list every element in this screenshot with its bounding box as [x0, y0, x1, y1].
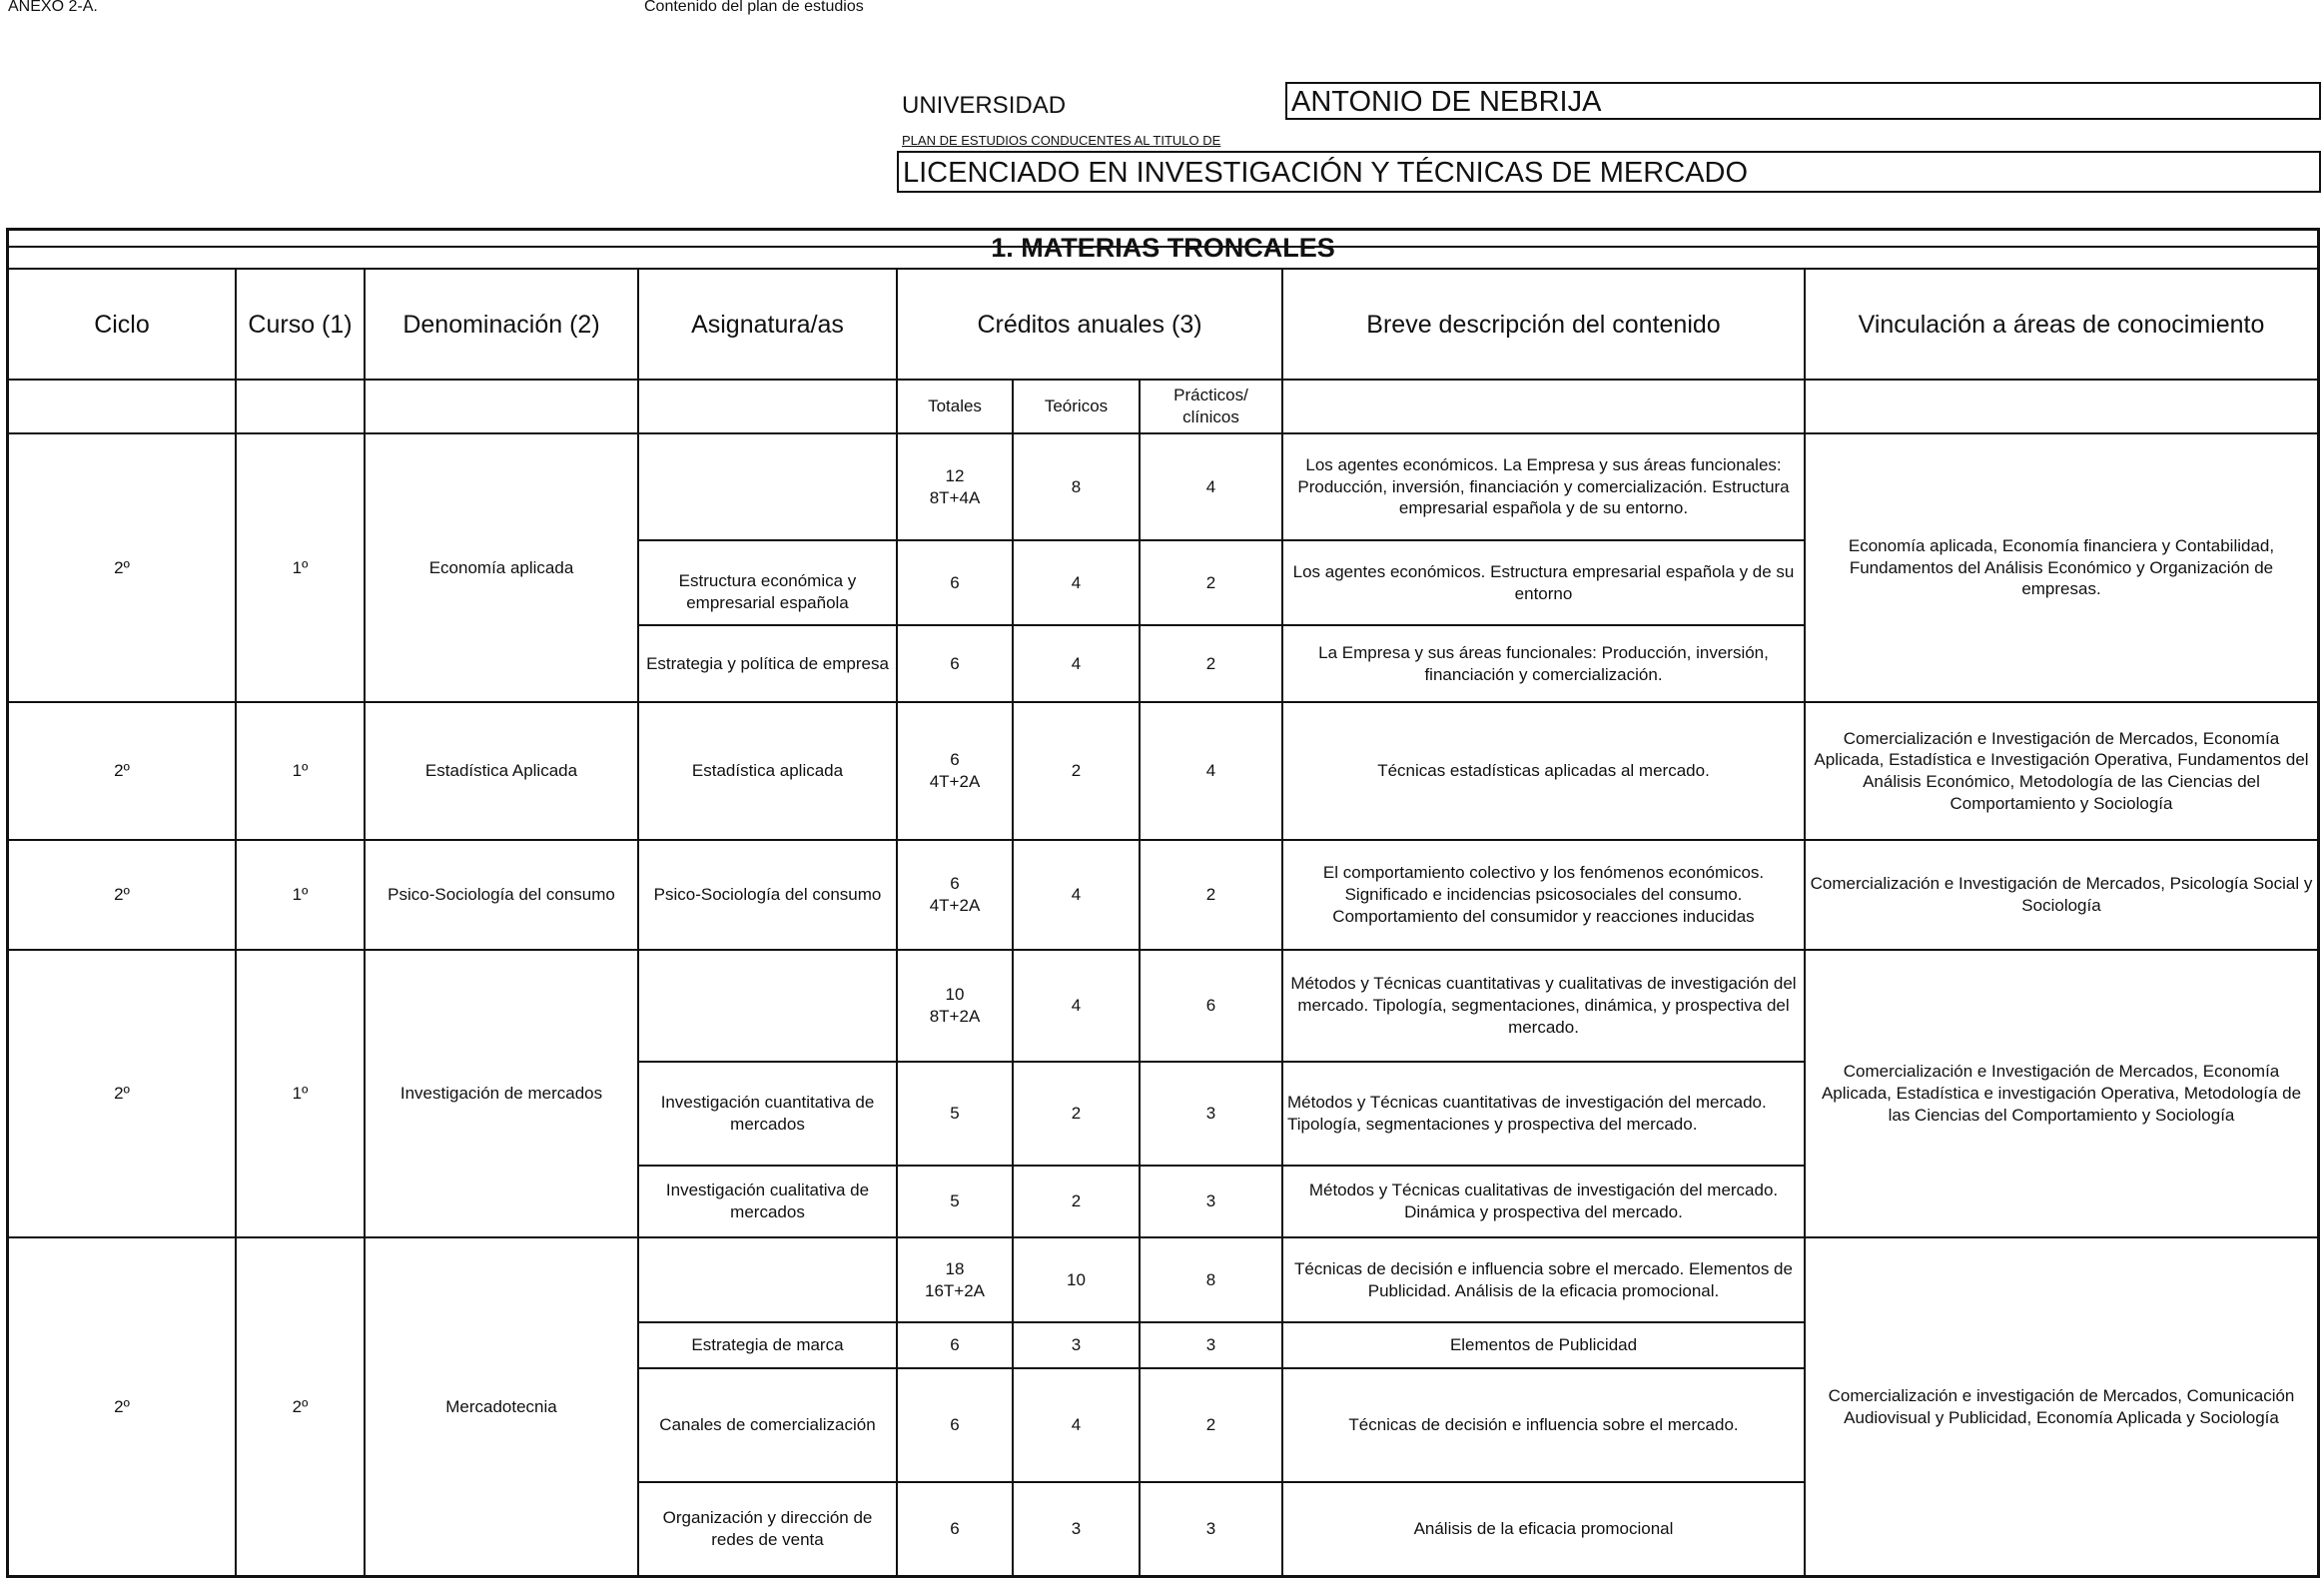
- row-asignatura: Estrategia y política de empresa: [646, 653, 889, 673]
- university-label: UNIVERSIDAD: [902, 92, 1067, 119]
- row-asignatura: Organización y dirección de redes de venta: [662, 1508, 873, 1549]
- header-asignatura: Asignatura/as: [691, 310, 844, 339]
- plan-label: PLAN DE ESTUDIOS CONDUCENTES AL TITULO DE: [902, 133, 1221, 148]
- row-asignatura: Psico-Sociología del consumo: [653, 885, 882, 905]
- row-teoricos: 8: [1071, 476, 1082, 496]
- header-descripcion: Breve descripción del contenido: [1366, 310, 1721, 339]
- group-denominacion: Investigación de mercados: [399, 1084, 603, 1104]
- row-totales: 6: [950, 653, 960, 673]
- row-practicos: 2: [1205, 572, 1216, 592]
- group-denominacion: Mercadotecnia: [445, 1396, 557, 1416]
- content-title: Contenido del plan de estudios: [644, 0, 864, 15]
- header-ciclo: Ciclo: [94, 310, 150, 339]
- row-teoricos: 4: [1071, 572, 1082, 592]
- row-practicos: 3: [1205, 1335, 1216, 1355]
- row-practicos: 2: [1205, 885, 1216, 905]
- row-practicos: 4: [1205, 761, 1216, 781]
- header-creditos: Créditos anuales (3): [977, 310, 1202, 339]
- group-vinculacion: Comercialización e Investigación de Mercados, Psicología Social y Sociología: [1810, 874, 2313, 915]
- row-teoricos: 4: [1071, 1415, 1082, 1435]
- header-curso: Curso (1): [248, 310, 353, 339]
- row-practicos: 2: [1205, 653, 1216, 673]
- row-teoricos: 4: [1071, 885, 1082, 905]
- row-totales: 6 4T+2A: [929, 750, 981, 791]
- row-totales: 6 4T+2A: [929, 874, 981, 915]
- group-denominacion: Estadística Aplicada: [424, 761, 578, 781]
- row-teoricos: 2: [1071, 1191, 1082, 1211]
- header-totales: Totales: [928, 396, 982, 416]
- row-totales: 6: [950, 572, 960, 592]
- row-descripcion: Métodos y Técnicas cuantitativas de investigación del mercado. Tipología, segmentaciones y prospectiva del mercado.: [1287, 1093, 1767, 1134]
- row-descripcion: Los agentes económicos. La Empresa y sus áreas funcionales: Producción, inversión, financiación y comercialización. Estructura empresarial española y de su entorno.: [1297, 454, 1790, 518]
- university-name-box: [1285, 82, 2321, 120]
- university-name: ANTONIO DE NEBRIJA: [1291, 86, 1602, 118]
- row-asignatura: [639, 951, 896, 1061]
- row-totales: 18 16T+2A: [924, 1258, 985, 1300]
- header-teoricos: Teóricos: [1044, 396, 1109, 416]
- group-vinculacion: Economía aplicada, Economía financiera y Contabilidad, Fundamentos del Análisis Económico y Organización de empresas.: [1848, 535, 2275, 599]
- group-ciclo: 2º: [114, 557, 130, 577]
- group-curso: 2º: [292, 1396, 309, 1416]
- row-totales: 5: [950, 1104, 960, 1124]
- row-descripcion: Técnicas estadísticas aplicadas al mercado.: [1377, 761, 1710, 781]
- row-teoricos: 10: [1067, 1269, 1086, 1289]
- row-descripcion: Métodos y Técnicas cuantitativas y cualitativas de investigación del mercado. Tipología, segmentaciones, dinámica, y prospectiva del mercado.: [1290, 974, 1797, 1037]
- row-practicos: 6: [1205, 996, 1216, 1016]
- row-teoricos: 2: [1071, 761, 1082, 781]
- row-descripcion: La Empresa y sus áreas funcionales: Producción, inversión, financiación y comercialización.: [1318, 642, 1769, 684]
- row-descripcion: Métodos y Técnicas cualitativas de investigación del mercado. Dinámica y prospectiva del mercado.: [1308, 1181, 1779, 1221]
- group-ciclo: 2º: [114, 761, 130, 781]
- row-totales: 6: [950, 1415, 960, 1435]
- row-asignatura: Investigación cualitativa de mercados: [665, 1181, 870, 1221]
- row-totales: 10 8T+2A: [929, 985, 981, 1026]
- row-teoricos: 4: [1071, 996, 1082, 1016]
- row-teoricos: 3: [1071, 1519, 1082, 1539]
- row-asignatura: Estructura económica y empresarial española: [678, 570, 857, 612]
- row-descripcion: Elementos de Publicidad: [1449, 1335, 1638, 1355]
- row-practicos: 2: [1205, 1415, 1216, 1435]
- degree-box: [897, 151, 2321, 193]
- row-totales: 5: [950, 1191, 960, 1211]
- header-denominacion: Denominación (2): [402, 310, 600, 339]
- row-descripcion: El comportamiento colectivo y los fenómenos económicos. Significado e incidencias psicosociales del consumo. Comportamiento del consumidor y reacciones inducidas: [1322, 863, 1765, 926]
- group-ciclo: 2º: [114, 1396, 130, 1416]
- group-denominacion: Psico-Sociología del consumo: [387, 885, 615, 905]
- row-asignatura: Investigación cuantitativa de mercados: [660, 1093, 875, 1134]
- row-totales: 6: [950, 1519, 960, 1539]
- row-asignatura: [639, 1238, 896, 1321]
- table-title: 1. MATERIAS TRONCALES: [991, 232, 1335, 263]
- header-vinculacion: Vinculación a áreas de conocimiento: [1858, 310, 2265, 339]
- row-teoricos: 3: [1071, 1335, 1082, 1355]
- row-descripcion: Técnicas de decisión e influencia sobre el mercado.: [1348, 1415, 1739, 1435]
- group-ciclo: 2º: [114, 885, 130, 905]
- header-practicos: Prácticos/ clínicos: [1173, 386, 1248, 426]
- group-curso: 1º: [292, 761, 309, 781]
- row-asignatura: Canales de comercialización: [659, 1415, 876, 1435]
- row-practicos: 3: [1205, 1104, 1216, 1124]
- group-ciclo: 2º: [114, 1084, 130, 1104]
- row-practicos: 3: [1205, 1191, 1216, 1211]
- row-teoricos: 4: [1071, 653, 1082, 673]
- row-asignatura: Estadística aplicada: [691, 761, 844, 781]
- row-totales: 12 8T+4A: [929, 465, 981, 507]
- row-teoricos: 2: [1071, 1104, 1082, 1124]
- group-curso: 1º: [292, 557, 309, 577]
- row-descripcion: Análisis de la eficacia promocional: [1413, 1519, 1674, 1539]
- annex-label: ANEXO 2-A.: [8, 0, 98, 15]
- group-denominacion: Economía aplicada: [428, 557, 574, 577]
- row-asignatura: Estrategia de marca: [691, 1335, 844, 1355]
- group-curso: 1º: [292, 885, 309, 905]
- group-vinculacion: Comercialización e investigación de Mercados, Comunicación Audiovisual y Publicidad, Economía Aplicada y Sociología: [1828, 1385, 2295, 1427]
- row-descripcion: Los agentes económicos. Estructura empresarial española y de su entorno: [1292, 561, 1795, 603]
- group-vinculacion: Comercialización e Investigación de Mercados, Economía Aplicada, Estadística e Investigación Operativa, Fundamentos del Análisis Económico, Metodología de las Ciencias del Comportamiento y Sociología: [1814, 728, 2309, 813]
- group-curso: 1º: [292, 1084, 309, 1104]
- degree-name: LICENCIADO EN INVESTIGACIÓN Y TÉCNICAS DE MERCADO: [903, 157, 1748, 189]
- row-totales: 6: [950, 1335, 960, 1355]
- row-practicos: 3: [1205, 1519, 1216, 1539]
- row-descripcion: Técnicas de decisión e influencia sobre el mercado. Elementos de Publicidad. Análisis de la eficacia promocional.: [1294, 1258, 1793, 1300]
- row-practicos: 8: [1205, 1269, 1216, 1289]
- row-practicos: 4: [1205, 476, 1216, 496]
- group-vinculacion: Comercialización e Investigación de Mercados, Economía Aplicada, Estadística e investigación Operativa, Metodología de las Ciencias del Comportamiento y Sociología: [1821, 1062, 2302, 1125]
- row-asignatura: [639, 434, 896, 539]
